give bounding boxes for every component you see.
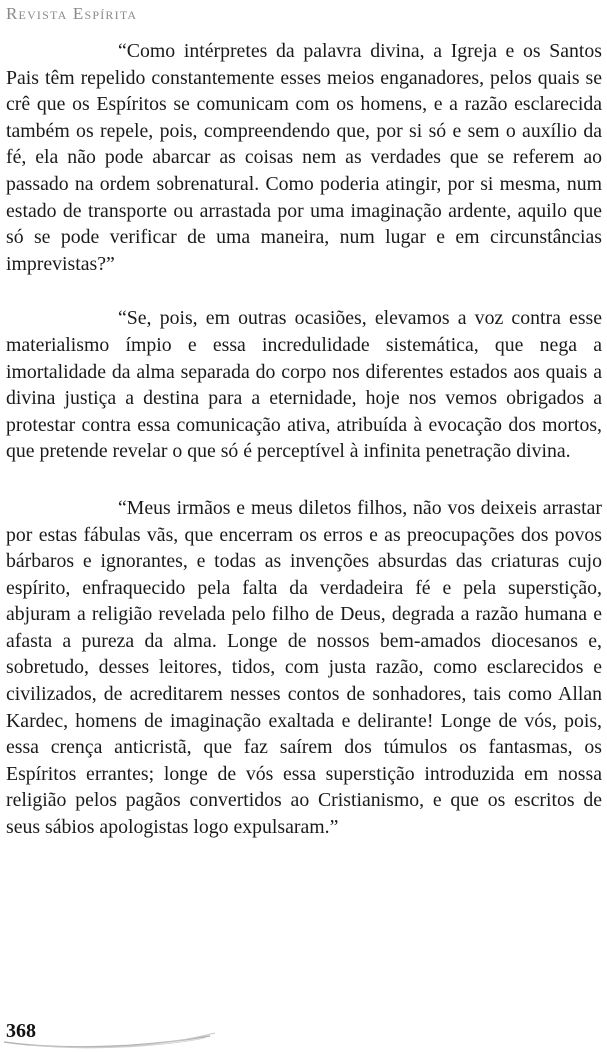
page-number: 368 — [6, 1020, 36, 1042]
page-footer — [0, 1016, 607, 1052]
decorative-swoosh-ornament — [0, 1016, 240, 1052]
paragraph-2: “Se, pois, em outras ocasiões, elevamos a voz contra esse materialismo ímpio e essa incredulidade sistemática, que nega a imortalidade da alma separada do corpo nos diferentes estados aos quais a divina justiça a destina para a eternidade, hoje nos vemos obrigados a protestar contra essa comunicação ativa, atribuída à evocação dos mortos, que pretende revelar o que só é perceptível à infinita penetração divina. — [6, 307, 602, 463]
paragraph-1: “Como intérpretes da palavra divina, a Igreja e os Santos Pais têm repelido constantemente esses meios enganadores, pelos quais se crê que os Espíritos se comunicam com os homens, e a razão esclarecida também os repele, pois, compreendendo que, por si só e sem o auxílio da fé, ela não pode abarcar as coisas nem as verdades que se referem ao passado na ordem sobrenatural. Como poderia atingir, por si mesma, num estado de transporte ou arrastada por uma imaginação ardente, aquilo que só se pode verificar de uma maneira, num lugar e em circunstâncias imprevistas?” — [6, 40, 602, 275]
paragraph-3: “Meus irmãos e meus diletos filhos, não vos deixeis arrastar por estas fábulas vãs, que encerram os erros e as preocupações dos povos bárbaros e ignorantes, e todas as invenções absurdas das criaturas cujo espírito, enfraquecido pela falta da verdadeira fé e pela superstição, abjuram a religião revelada pelo filho de Deus, degrada a razão humana e afasta a pureza da alma. Longe de nossos bem-amados diocesanos e, sobretudo, desses leitores, tidos, com justa razão, como esclarecidos e civilizados, de acreditarem nesses contos de sonhadores, tais como Allan Kardec, homens de imaginação exaltada e delirante! Longe de vós, pois, essa crença anticristã, que faz saírem dos túmulos os fantasmas, os Espíritos errantes; longe de vós essa superstição introduzida em nossa religião pelos pagãos convertidos ao Cristianismo, e que os escritos de seus sábios apologistas logo expulsaram.” — [6, 496, 602, 839]
article-body — [6, 38, 602, 871]
running-header-title: Revista Espírita — [6, 4, 138, 23]
